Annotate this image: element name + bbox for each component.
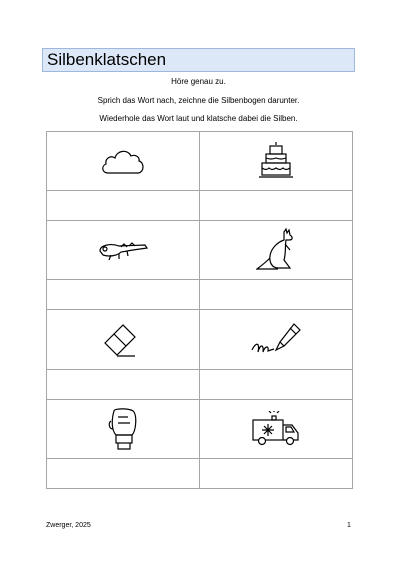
eraser-icon (101, 319, 145, 361)
instruction-listen: Höre genau zu. (171, 77, 226, 86)
picture-cell (47, 132, 200, 191)
kangaroo-icon (256, 228, 296, 272)
picture-cell (200, 132, 353, 191)
picture-cell (47, 310, 200, 369)
footer-author: Zwerger, 2025 (46, 522, 91, 529)
picture-cell (47, 221, 200, 280)
instruction-clap: Wiederhole das Wort laut und klatsche dabei die Silben. (99, 114, 298, 123)
cloud-icon (100, 146, 146, 176)
fountain-pen-signature-icon (250, 320, 302, 360)
syllable-arc-cell[interactable] (47, 280, 200, 310)
syllable-arc-cell[interactable] (47, 458, 200, 488)
syllable-arc-cell[interactable] (200, 458, 353, 488)
picture-grid (46, 131, 353, 489)
syllable-arc-cell[interactable] (200, 369, 353, 399)
boxing-glove-icon (106, 407, 140, 451)
syllable-arc-cell[interactable] (200, 280, 353, 310)
worksheet-title: Silbenklatschen (42, 48, 355, 72)
cake-icon (258, 141, 294, 181)
syllable-arc-cell[interactable] (47, 369, 200, 399)
syllable-arc-cell[interactable] (47, 191, 200, 221)
page-number: 1 (347, 522, 351, 529)
ambulance-icon (250, 411, 302, 447)
picture-cell (200, 399, 353, 458)
picture-cell (47, 399, 200, 458)
instruction-repeat: Sprich das Wort nach, zeichne die Silbenbogen darunter. (97, 96, 300, 105)
picture-cell (200, 310, 353, 369)
picture-cell (200, 221, 353, 280)
crocodile-icon (97, 239, 149, 261)
syllable-arc-cell[interactable] (200, 191, 353, 221)
